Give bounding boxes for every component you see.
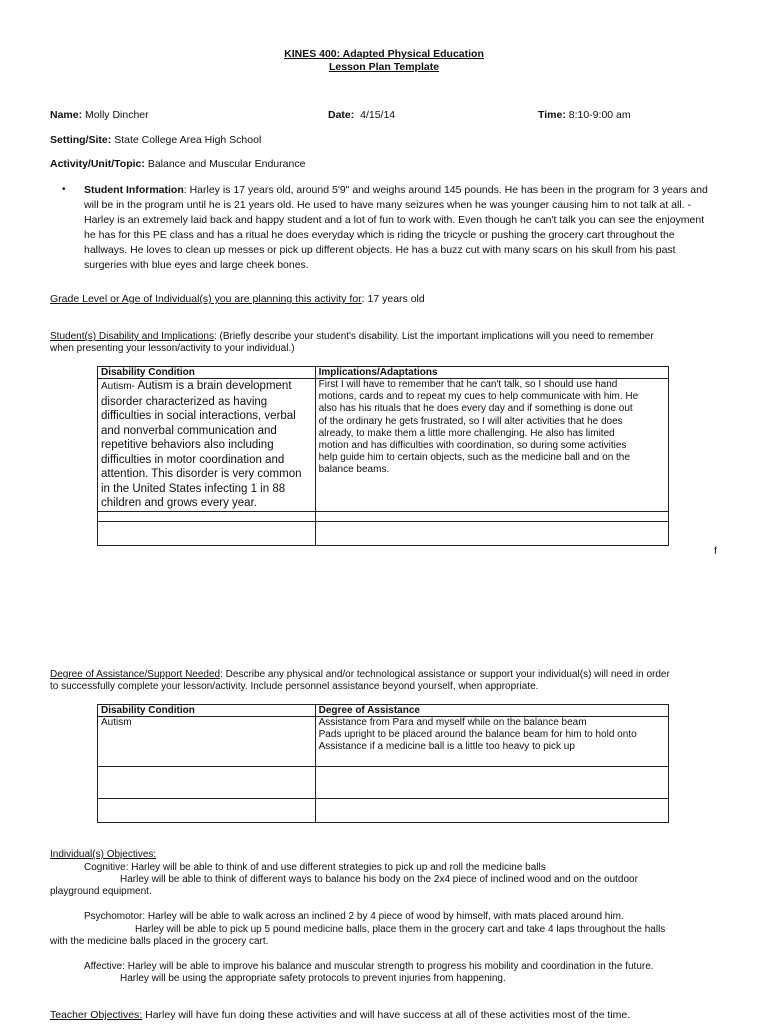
student-info-label: Student Information: [84, 184, 184, 196]
student-information: [84, 183, 724, 273]
objective-psychomotor: Psychomotor: Harley will be able to walk across an inclined 2 by 4 piece of wood by himself, with mats placed around him.: [84, 911, 624, 922]
implications-cell: First I will have to remember that he can't talk, so I should use hand motions, cards and to repeat my cues to help communicate with him. He also has his rituals that he does every day and if something is done out of the ordinary he gets frustrated, so I will alter activities that he does already, to make them a little more challenging. He also has limited motion and has difficulties with coordination, so during some activities help guide him to certain objects, such as the medicine ball and on the balance beams.: [315, 379, 668, 512]
objective-psychomotor: Harley will be able to pick up 5 pound medicine balls, place them in the grocery cart and take 4 laps throughout the halls: [135, 924, 666, 935]
disability-description: Student(s) Disability and Implications: (Briefly describe your student's disability. List the important implications will you need to remember when presenting your lesson/activity to your individual.): [50, 331, 654, 355]
date-field: [328, 109, 395, 121]
assistance-description: Degree of Assistance/Support Needed: Describe any physical and/or technological assistance or support your individual(s) will need in order to successfully complete your lesson/activity. Include personnel assistance beyond yourself, when appropriate.: [50, 669, 670, 693]
objective-cognitive: Harley will be able to think of different ways to balance his body on the 2x4 piece of inclined wood and on the outdoor: [120, 874, 638, 885]
empty-cell: [98, 521, 316, 545]
empty-cell: [98, 799, 316, 823]
activity-field: [50, 158, 305, 170]
disability-condition-cell: Autism- Autism is a brain development disorder characterized as having difficulties in social interactions, verbal and nonverbal communication and repetitive behaviors also including difficulties in motor coordination and attention. This disorder is very common in the United States infecting 1 in 88 children and grows every year.: [98, 379, 316, 512]
assistance-condition-cell: Autism: [98, 717, 316, 767]
objectives-label: Individual(s) Objectives:: [50, 849, 157, 860]
objective-affective: Harley will be using the appropriate safety protocols to prevent injuries from happening.: [120, 973, 506, 984]
setting-value: State College Area High School: [114, 134, 262, 146]
disability-condition-header: Disability Condition: [98, 367, 316, 379]
name-field: [50, 109, 149, 121]
grade-field: [50, 293, 425, 305]
time-field: [538, 109, 631, 121]
grade-label: Grade Level or Age of Individual(s) you are planning this activity for: [50, 293, 362, 305]
name-value: Molly Dincher: [85, 109, 149, 121]
student-info-line: hallways. He loves to clean up messes or pick up different objects. He has a buzz cut with many scars on his skull from his past: [84, 244, 676, 256]
empty-cell: [315, 767, 668, 799]
student-info-line: surgeries with blue eyes and large cheek bones.: [84, 259, 309, 271]
degree-of-assistance-cell: Assistance from Para and myself while on the balance beam Pads upright to be placed around the balance beam for him to hold onto Assistance if a medicine ball is a little too heavy to pick up: [315, 717, 668, 767]
empty-cell: [98, 511, 316, 521]
activity-label: Activity/Unit/Topic:: [50, 158, 145, 170]
student-info-line: he has for this PE class and has a ritual he does everyday which is riding the tricycle or pushing the grocery cart throughout the: [84, 229, 675, 241]
implications-header: Implications/Adaptations: [315, 367, 668, 379]
objective-cognitive: playground equipment.: [50, 886, 152, 897]
student-info-line: Student Information: Harley is 17 years old, around 5'9" and weighs around 145 pounds. He has been in the program for 3 years and: [84, 184, 708, 196]
teacher-objectives: [50, 1009, 630, 1021]
teacher-objectives-label: Teacher Objectives:: [50, 1009, 143, 1021]
date-label: Date:: [328, 109, 355, 121]
time-label: Time:: [538, 109, 566, 121]
document-title: KINES 400: Adapted Physical Education: [284, 48, 484, 60]
empty-cell: [315, 511, 668, 521]
grade-value: : 17 years old: [361, 293, 425, 305]
objective-affective: Affective: Harley will be able to improve his balance and muscular strength to progress his mobility and coordination in the future.: [84, 961, 654, 972]
student-info-line: Harley is an extremely laid back and happy student and a lot of fun to work with. Even though he can't talk you can see the enjoyment: [84, 214, 705, 226]
objective-cognitive: Cognitive: Harley will be able to think of and use different strategies to pick up and roll the medicine balls: [84, 862, 546, 873]
document-subtitle: Lesson Plan Template: [328, 61, 440, 73]
assistance-label: Degree of Assistance/Support Needed: [50, 669, 221, 680]
empty-cell: [315, 521, 668, 545]
empty-cell: [315, 799, 668, 823]
stray-mark: f: [714, 545, 717, 557]
teacher-objectives-value: Harley will have fun doing these activities and will have success at all of these activities most of the time.: [142, 1009, 631, 1021]
assistance-condition-header: Disability Condition: [98, 705, 316, 717]
degree-header: Degree of Assistance: [315, 705, 668, 717]
setting-label: Setting/Site:: [50, 134, 112, 146]
disability-table: [97, 366, 669, 546]
activity-value: Balance and Muscular Endurance: [147, 158, 306, 170]
time-value: 8:10-9:00 am: [568, 109, 631, 121]
assistance-table: [97, 704, 669, 823]
student-info-line: will be in the program until he is 21 years old. He used to have many seizures when he was younger causing him to not talk at all. -: [84, 199, 691, 211]
bullet-icon: •: [62, 184, 66, 195]
empty-cell: [98, 767, 316, 799]
setting-field: [50, 134, 261, 146]
disability-label: Student(s) Disability and Implications: [50, 331, 214, 342]
name-label: Name:: [50, 109, 83, 121]
objective-psychomotor: with the medicine balls placed in the grocery cart.: [50, 936, 269, 947]
date-value: 4/15/14: [360, 109, 396, 121]
